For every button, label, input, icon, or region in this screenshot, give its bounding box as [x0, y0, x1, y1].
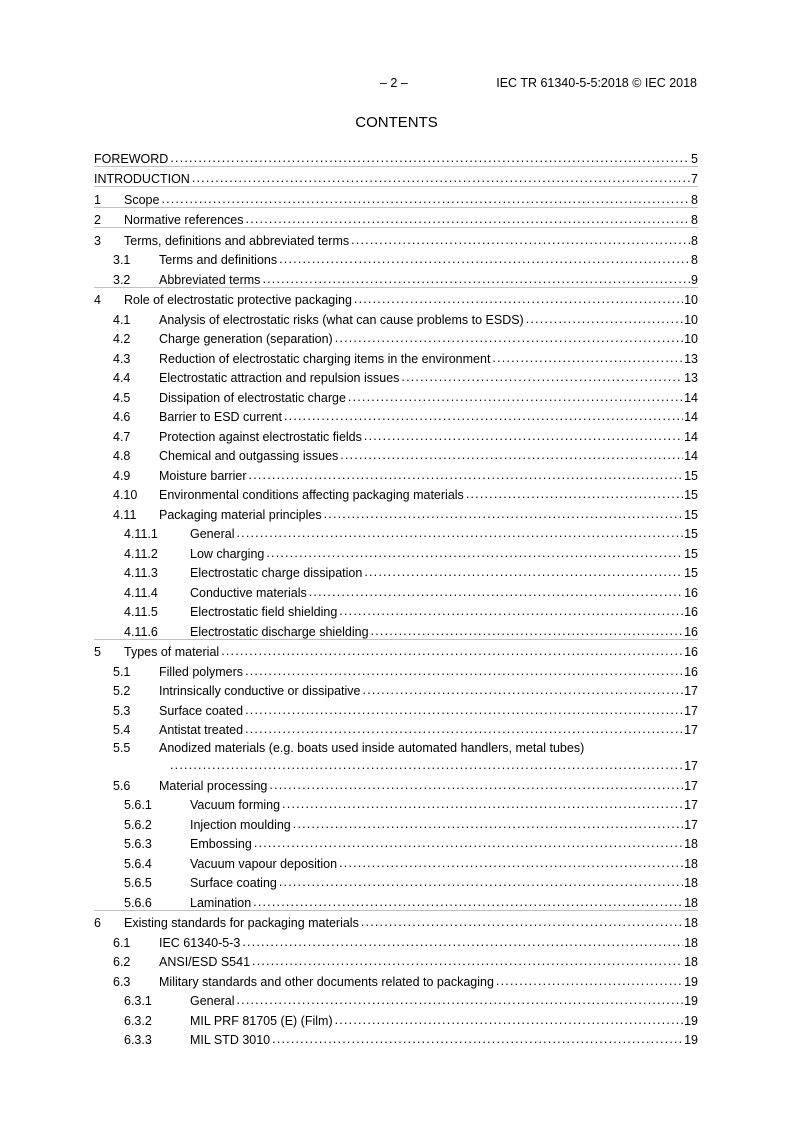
- toc-entry-page: 15: [684, 468, 698, 483]
- toc-entry-title: MIL PRF 81705 (E) (Film): [190, 1013, 333, 1028]
- toc-entry-page: 19: [684, 974, 698, 989]
- toc-entry-number: 1: [94, 192, 101, 207]
- toc-entry-page: 10: [684, 332, 698, 346]
- toc-entry[interactable]: [94, 890, 698, 910]
- toc-leader-dots: [245, 663, 683, 679]
- toc-entry-number: 4.10: [113, 488, 138, 502]
- toc-entry-title: Electrostatic charge dissipation: [190, 566, 363, 580]
- toc-entry[interactable]: [94, 910, 698, 931]
- toc-entry-number: 4.11.1: [124, 527, 158, 541]
- toc-entry-title: Injection moulding: [190, 817, 291, 832]
- toc-entry[interactable]: [94, 871, 698, 891]
- toc-entry-page: 17: [684, 723, 698, 737]
- toc-entry[interactable]: [94, 580, 698, 600]
- toc-leader-dots: [272, 1031, 683, 1047]
- toc-entry[interactable]: [94, 366, 698, 386]
- document-reference: IEC TR 61340-5-5:2018 © IEC 2018: [496, 76, 697, 90]
- toc-entry[interactable]: [94, 483, 698, 503]
- toc-entry-page: 16: [684, 645, 698, 659]
- toc-entry-title: Intrinsically conductive or dissipative: [159, 684, 361, 698]
- toc-leader-dots: [340, 447, 683, 463]
- toc-leader-dots: [282, 796, 683, 812]
- toc-entry-number: 4.11.6: [124, 624, 158, 639]
- toc-entry[interactable]: [94, 307, 698, 327]
- toc-entry-title: INTRODUCTION: [94, 172, 190, 186]
- toc-leader-dots: [371, 623, 684, 639]
- toc-leader-dots: [249, 467, 684, 483]
- toc-entry-page: 17: [684, 684, 698, 698]
- toc-leader-dots: [279, 874, 683, 890]
- toc-entry-page: 9: [691, 272, 698, 287]
- toc-entry-page: 15: [684, 566, 698, 580]
- toc-leader-dots: [161, 191, 690, 207]
- toc-entry-title: Types of material: [124, 645, 220, 659]
- toc-entry[interactable]: [94, 950, 698, 970]
- toc-entry-page: 15: [684, 546, 698, 561]
- toc-entry[interactable]: [94, 773, 698, 793]
- toc-entry-number: 5.3: [113, 703, 131, 718]
- toc-leader-dots: [324, 506, 684, 522]
- toc-leader-dots: [362, 682, 683, 698]
- toc-entry-title: Abbreviated terms: [159, 272, 261, 287]
- toc-leader-dots: [492, 350, 683, 366]
- toc-entry-title: General: [190, 994, 235, 1008]
- toc-entry-title: Material processing: [159, 778, 268, 793]
- toc-entry-number: 4.9: [113, 468, 131, 483]
- toc-entry-title: Surface coated: [159, 703, 244, 718]
- toc-entry-title: Barrier to ESD current: [159, 410, 282, 424]
- toc-leader-dots: [252, 953, 683, 969]
- toc-entry-title: Moisture barrier: [159, 468, 247, 483]
- toc-entry-title: Reduction of electrostatic charging items in the environment: [159, 351, 491, 366]
- toc-entry[interactable]: [94, 679, 698, 699]
- toc-entry-number: 4.2: [113, 332, 131, 346]
- toc-entry[interactable]: [94, 1008, 698, 1028]
- toc-entry[interactable]: [94, 969, 698, 989]
- toc-entry-title: Vacuum vapour deposition: [190, 856, 338, 871]
- toc-entry-number: 5.6.4: [124, 856, 152, 871]
- toc-entry-page: 8: [691, 233, 698, 248]
- toc-entry-page: 19: [684, 1033, 698, 1047]
- toc-entry-title: Environmental conditions affecting packaging materials: [159, 488, 464, 502]
- toc-entry-number: 5.4: [113, 723, 131, 737]
- toc-entry-page: 18: [684, 955, 698, 969]
- toc-leader-dots: [309, 584, 683, 600]
- toc-entry-title: Electrostatic discharge shielding: [190, 624, 369, 639]
- toc-entry-number: 4.11.5: [124, 605, 158, 619]
- toc-entry-title: Packaging material principles: [159, 507, 322, 522]
- toc-leader-dots: [348, 389, 683, 405]
- toc-entry-number: 4.11.3: [124, 566, 158, 580]
- toc-entry[interactable]: [94, 930, 698, 950]
- toc-entry-page: 8: [691, 213, 698, 227]
- toc-entry-page: 16: [684, 585, 698, 600]
- toc-entry-page: 7: [691, 172, 698, 186]
- toc-entry-page: 10: [684, 293, 698, 307]
- toc-entry-number: 4: [94, 293, 101, 307]
- toc-entry[interactable]: [94, 166, 698, 187]
- toc-entry-title: Filled polymers: [159, 664, 244, 679]
- toc-entry-title: Role of electrostatic protective packaging: [124, 293, 352, 307]
- toc-leader-dots: [242, 934, 683, 950]
- toc-entry[interactable]: [94, 248, 698, 268]
- toc-leader-dots: [335, 330, 683, 346]
- toc-leader-dots: [364, 564, 683, 580]
- toc-entry-page: 17: [684, 778, 698, 793]
- toc-entry[interactable]: [94, 327, 698, 347]
- toc-entry-number: 3: [94, 233, 101, 248]
- toc-entry-page: 13: [684, 371, 698, 385]
- toc-entry-number: 5.2: [113, 684, 131, 698]
- toc-entry-number: 5.6.1: [124, 798, 152, 812]
- toc-entry-number: 6.3.2: [124, 1013, 152, 1028]
- toc-entry-number: 6.3: [113, 974, 131, 989]
- toc-leader-dots: [284, 408, 683, 424]
- toc-leader-dots: [262, 271, 690, 287]
- toc-entry-page: 10: [684, 312, 698, 327]
- toc-entry-title: Terms and definitions: [159, 253, 278, 267]
- toc-leader-dots: [335, 1012, 683, 1028]
- toc-entry-page: 18: [684, 895, 698, 910]
- toc-entry-title: Charge generation (separation): [159, 332, 333, 346]
- toc-entry-page: 17: [684, 759, 698, 773]
- toc-entry-title: MIL STD 3010: [190, 1033, 271, 1047]
- toc-entry-title: Embossing: [190, 837, 252, 851]
- toc-entry[interactable]: [94, 424, 698, 444]
- toc-entry[interactable]: [94, 1028, 698, 1048]
- toc-entry[interactable]: [94, 186, 698, 207]
- toc-entry-title: ANSI/ESD S541: [159, 955, 251, 969]
- toc-entry[interactable]: [94, 737, 698, 773]
- toc-entry-number: 6: [94, 916, 101, 930]
- toc-leader-dots: [293, 816, 683, 832]
- toc-leader-dots: [236, 525, 683, 541]
- toc-leader-dots: [361, 914, 683, 930]
- toc-entry-title: Electrostatic attraction and repulsion issues: [159, 371, 400, 385]
- toc-entry[interactable]: [94, 600, 698, 620]
- toc-entry-title: FOREWORD: [94, 151, 169, 166]
- toc-entry-page: 14: [684, 449, 698, 463]
- toc-entry-number: 5: [94, 645, 101, 659]
- toc-entry-number: 4.11: [113, 507, 137, 522]
- toc-entry-number: 4.5: [113, 390, 131, 405]
- toc-entry-title: Anodized materials (e.g. boats used inside automated handlers, metal tubes): [159, 741, 585, 755]
- toc-leader-dots: [466, 486, 683, 502]
- toc-entry[interactable]: [94, 385, 698, 405]
- toc-entry-page: 15: [684, 507, 698, 522]
- toc-entry-number: 4.11.2: [124, 546, 158, 561]
- toc-entry-number: 4.1: [113, 312, 131, 327]
- toc-entry-number: 4.8: [113, 449, 131, 463]
- toc-entry-number: 5.1: [113, 664, 131, 679]
- toc-entry[interactable]: [94, 639, 698, 660]
- toc-entry-page: 17: [684, 817, 698, 832]
- toc-entry[interactable]: [94, 444, 698, 464]
- toc-entry[interactable]: [94, 619, 698, 639]
- toc-leader-dots: [364, 428, 683, 444]
- toc-entry-number: 5.6.2: [124, 817, 152, 832]
- toc-entry-number: 5.6.3: [124, 837, 152, 851]
- toc-leader-dots: [245, 721, 683, 737]
- toc-entry[interactable]: [94, 793, 698, 813]
- toc-entry-title: Surface coating: [190, 876, 277, 890]
- toc-entry-title: Dissipation of electrostatic charge: [159, 390, 346, 405]
- toc-entry-page: 17: [684, 798, 698, 812]
- toc-entry-page: 13: [684, 351, 698, 366]
- toc-entry-number: 5.6.6: [124, 895, 152, 910]
- toc-entry-page: 16: [684, 624, 698, 639]
- toc-entry-title: Lamination: [190, 895, 252, 910]
- toc-entry-title: Protection against electrostatic fields: [159, 429, 362, 444]
- toc-leader-dots: [170, 150, 690, 166]
- toc-leader-dots: [351, 232, 690, 248]
- toc-entry-title: Military standards and other documents related to packaging: [159, 974, 494, 989]
- toc-entry-number: 3.2: [113, 272, 131, 287]
- toc-entry-number: 5.6: [113, 778, 131, 793]
- toc-leader-dots: [245, 702, 683, 718]
- toc-entry-page: 18: [684, 837, 698, 851]
- toc-entry[interactable]: [94, 812, 698, 832]
- toc-entry-page: 14: [684, 410, 698, 424]
- toc-leader-dots: [266, 545, 683, 561]
- toc-leader-dots: [221, 643, 683, 659]
- toc-leader-dots: [526, 311, 683, 327]
- toc-entry-page: 18: [684, 935, 698, 950]
- toc-entry-page: 15: [684, 488, 698, 502]
- toc-entry-title: Antistat treated: [159, 723, 244, 737]
- toc-entry-number: 4.3: [113, 351, 131, 366]
- toc-entry-number: 4.4: [113, 371, 131, 385]
- toc-leader-dots: [192, 170, 690, 186]
- toc-entry[interactable]: [94, 463, 698, 483]
- toc-entry-page: 19: [684, 994, 698, 1008]
- toc-entry[interactable]: [94, 851, 698, 871]
- toc-entry-page: 16: [684, 605, 698, 619]
- toc-leader-dots: [279, 251, 690, 267]
- toc-leader-dots: [401, 369, 683, 385]
- toc-entry-title: Chemical and outgassing issues: [159, 449, 339, 463]
- table-of-contents: [94, 146, 698, 1047]
- toc-entry-number: 5.6.5: [124, 876, 152, 890]
- toc-entry-title: Normative references: [124, 213, 244, 227]
- toc-leader-dots: [354, 291, 683, 307]
- toc-leader-dots: [339, 855, 683, 871]
- toc-entry-title: Analysis of electrostatic risks (what can cause problems to ESDS): [159, 312, 524, 327]
- toc-entry-number: 3.1: [113, 253, 131, 267]
- toc-entry-number: 4.6: [113, 410, 131, 424]
- toc-entry[interactable]: [94, 561, 698, 581]
- toc-entry[interactable]: [94, 207, 698, 228]
- toc-entry-page: 8: [691, 253, 698, 267]
- toc-entry[interactable]: [94, 146, 698, 166]
- toc-entry-title: Electrostatic field shielding: [190, 605, 338, 619]
- toc-leader-dots: [254, 835, 683, 851]
- toc-entry[interactable]: [94, 227, 698, 248]
- toc-entry-page: 8: [691, 192, 698, 207]
- toc-entry[interactable]: [94, 287, 698, 308]
- toc-entry[interactable]: [94, 522, 698, 542]
- toc-entry-title: General: [190, 527, 235, 541]
- toc-entry-number: 6.2: [113, 955, 131, 969]
- page-header: [0, 76, 793, 92]
- toc-entry[interactable]: [94, 405, 698, 425]
- toc-entry[interactable]: [94, 989, 698, 1009]
- toc-entry-page: 14: [684, 429, 698, 444]
- toc-leader-dots: [246, 211, 691, 227]
- toc-leader-dots: [496, 973, 683, 989]
- toc-leader-dots: [236, 992, 683, 1008]
- toc-entry-number: 2: [94, 213, 101, 227]
- toc-entry-page: 14: [684, 390, 698, 405]
- toc-entry-number: 4.7: [113, 429, 131, 444]
- toc-entry-title: Scope: [124, 192, 160, 207]
- toc-entry-number: 6.3.1: [124, 994, 152, 1008]
- toc-leader-dots: [170, 757, 683, 773]
- toc-entry-title: Terms, definitions and abbreviated terms: [124, 233, 350, 248]
- toc-leader-dots: [253, 894, 683, 910]
- contents-title: CONTENTS: [355, 114, 438, 131]
- toc-entry-title: Low charging: [190, 546, 265, 561]
- toc-entry[interactable]: [94, 659, 698, 679]
- toc-entry[interactable]: [94, 502, 698, 522]
- toc-entry-title: Existing standards for packaging materials: [124, 916, 359, 930]
- toc-entry-title: IEC 61340-5-3: [159, 935, 241, 950]
- toc-entry-title: Conductive materials: [190, 585, 307, 600]
- toc-entry-page: 17: [684, 703, 698, 718]
- toc-entry[interactable]: [94, 541, 698, 561]
- toc-entry-page: 19: [684, 1013, 698, 1028]
- toc-entry-page: 16: [684, 664, 698, 679]
- toc-entry-number: 6.1: [113, 935, 131, 950]
- toc-entry-page: 5: [691, 151, 698, 166]
- toc-leader-dots: [339, 603, 683, 619]
- toc-entry[interactable]: [94, 698, 698, 718]
- toc-entry[interactable]: [94, 718, 698, 738]
- toc-entry-title: Vacuum forming: [190, 798, 281, 812]
- toc-leader-dots: [269, 777, 683, 793]
- toc-entry-page: 18: [684, 876, 698, 890]
- toc-entry-number: 5.5: [113, 741, 131, 755]
- toc-entry-number: 6.3.3: [124, 1033, 152, 1047]
- toc-entry[interactable]: [94, 346, 698, 366]
- toc-entry-number: 4.11.4: [124, 585, 158, 600]
- toc-entry[interactable]: [94, 832, 698, 852]
- toc-entry-page: 18: [684, 856, 698, 871]
- toc-entry[interactable]: [94, 267, 698, 287]
- toc-entry-page: 18: [684, 916, 698, 930]
- page-number: – 2 –: [380, 76, 408, 90]
- toc-entry-page: 15: [684, 527, 698, 541]
